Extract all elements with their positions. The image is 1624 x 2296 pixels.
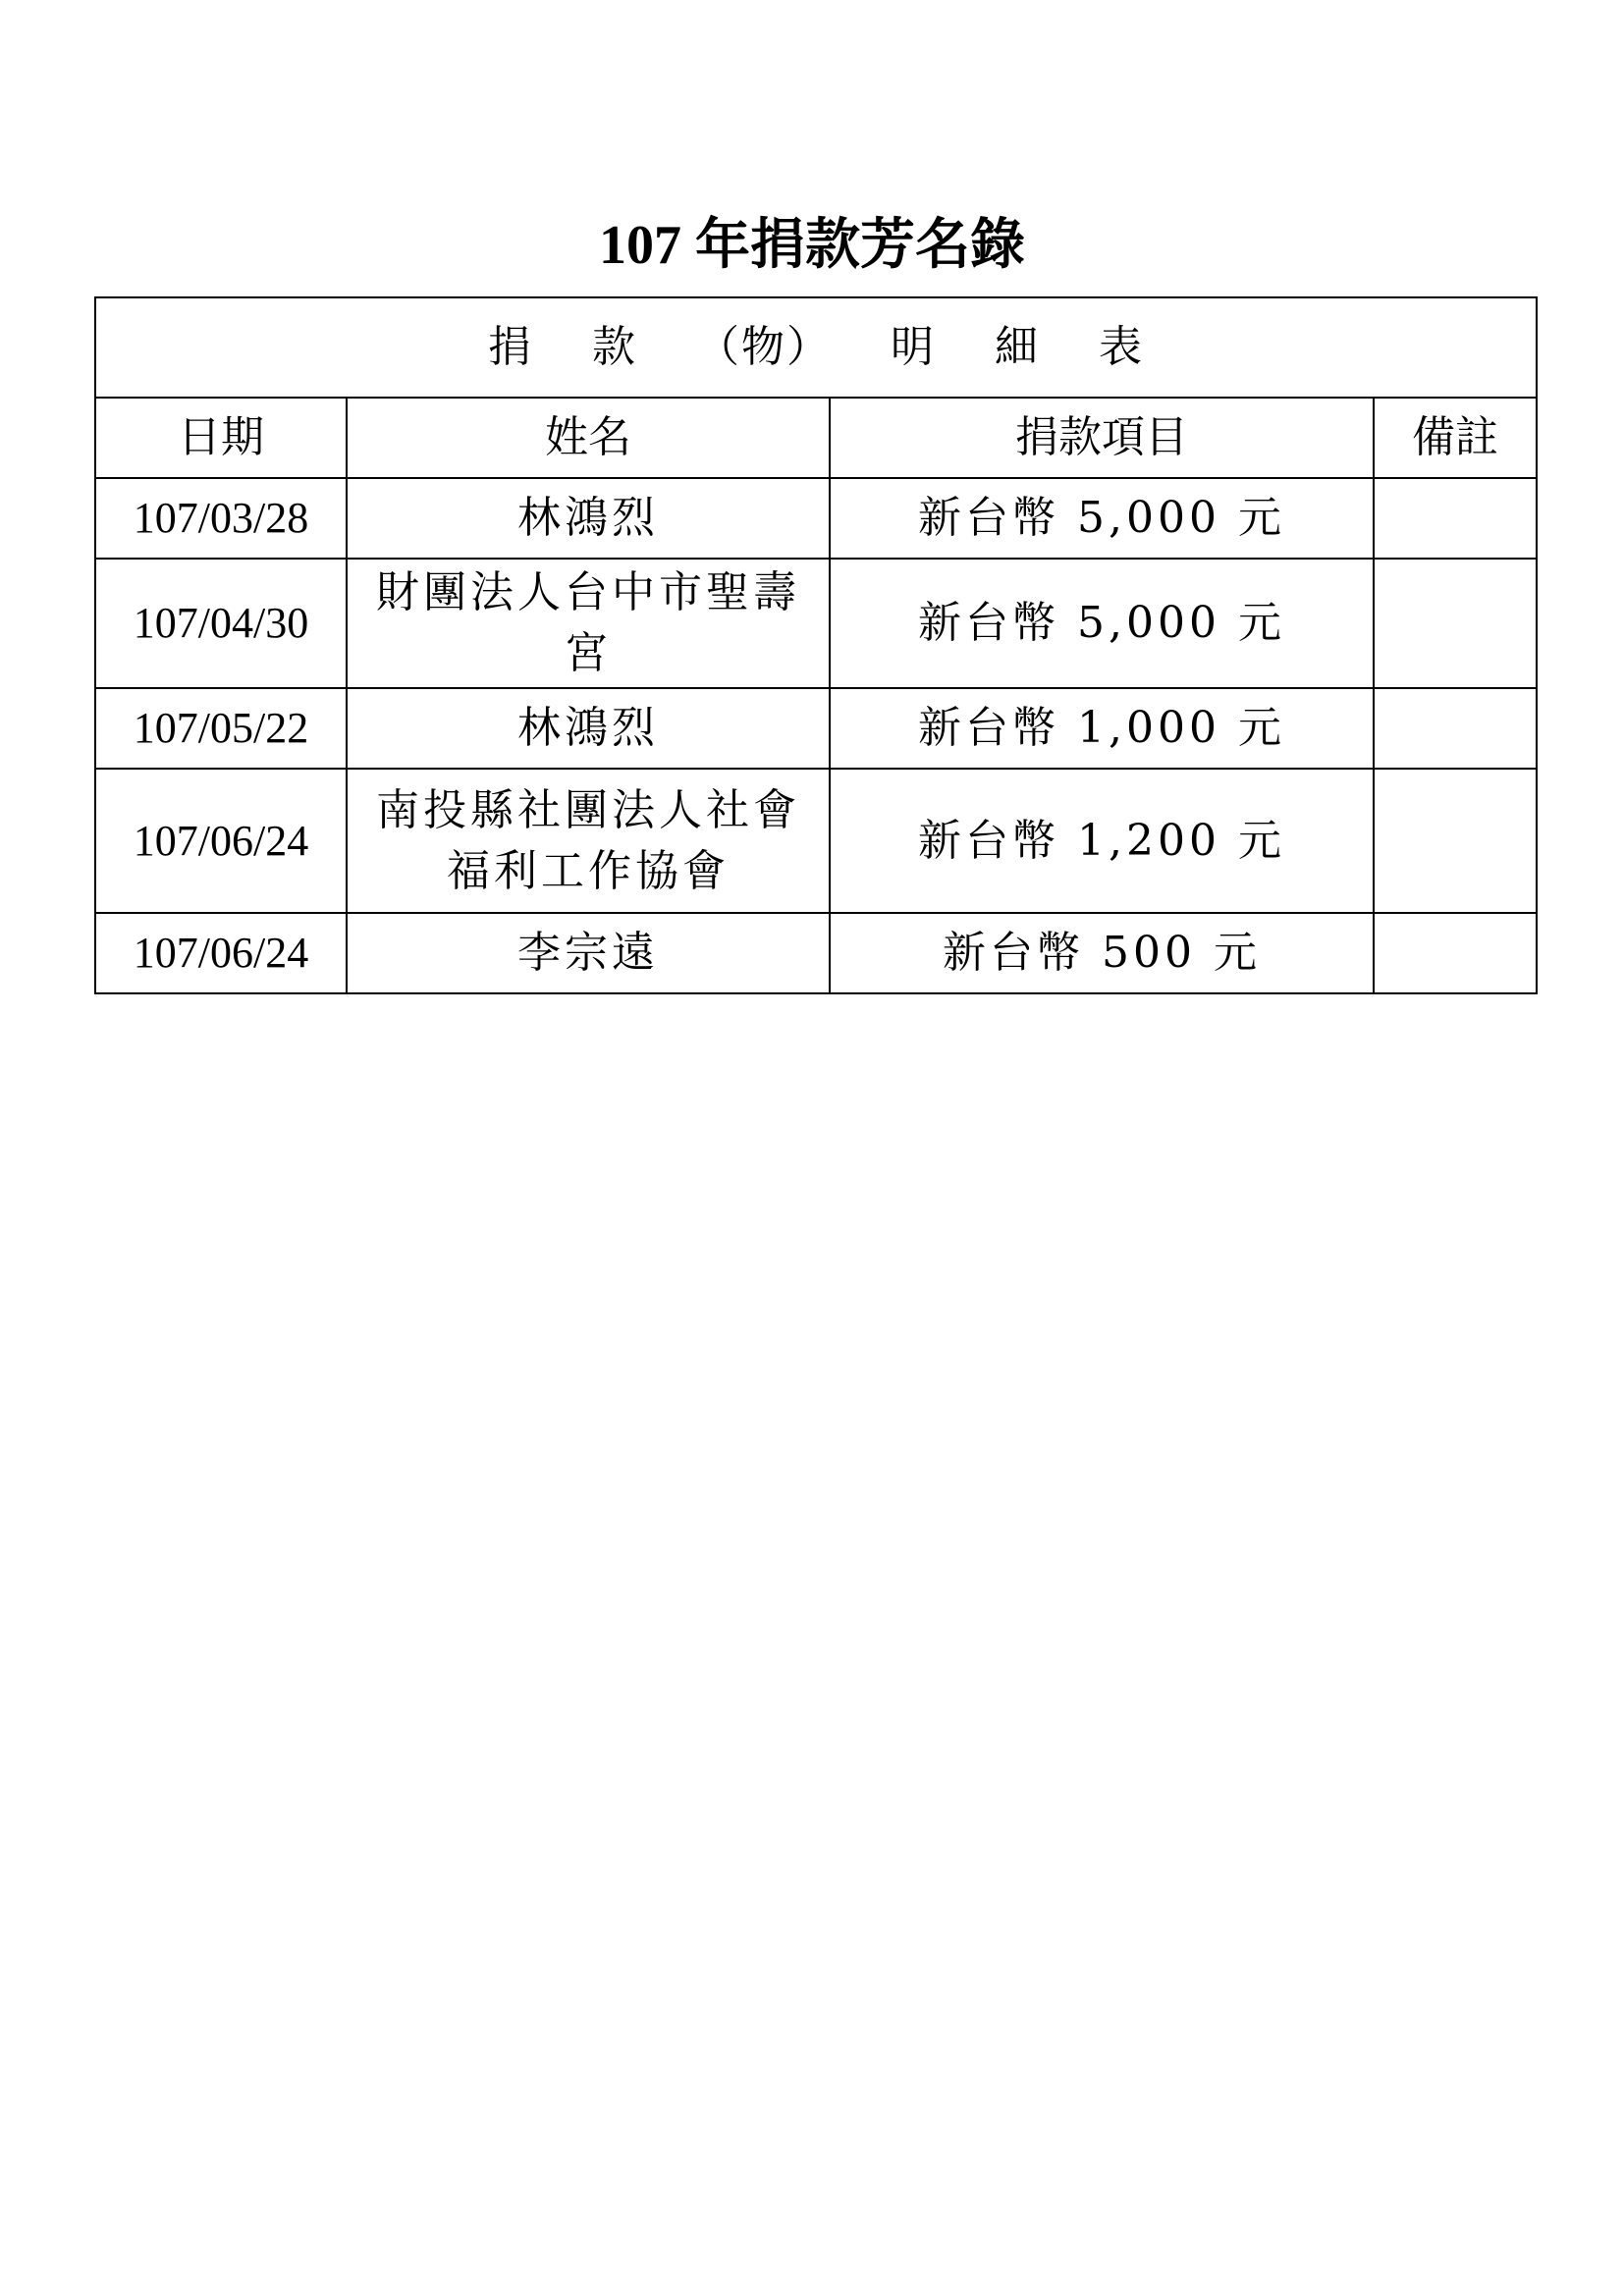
row-item: 新台幣 1,000 元 [830,688,1374,769]
row-item: 新台幣 500 元 [830,913,1374,993]
row-note [1374,478,1537,559]
row-date: 107/05/22 [95,688,347,769]
table-row [95,769,1537,913]
table-caption-row [95,297,1537,398]
document-title: 107 年捐款芳名錄 [599,215,1025,276]
row-name: 財團法人台中市聖壽宮 [347,559,830,688]
caption-char: 明 [891,322,936,372]
row-name: 李宗遠 [347,913,830,993]
caption-char: 捐 [488,322,533,372]
row-note [1374,769,1537,913]
row-date: 107/04/30 [95,559,347,688]
header-date: 日期 [95,398,347,478]
table-row [95,913,1537,993]
caption-char: 細 [995,322,1040,372]
row-date: 107/03/28 [95,478,347,559]
row-name: 林鴻烈 [347,688,830,769]
caption-char: 款 [592,322,637,372]
row-name: 南投縣社團法人社會福利工作協會 [347,769,830,913]
row-item: 新台幣 5,000 元 [830,478,1374,559]
row-item: 新台幣 1,200 元 [830,769,1374,913]
row-item: 新台幣 5,000 元 [830,559,1374,688]
row-date: 107/06/24 [95,769,347,913]
table-header-row [95,398,1537,478]
table-caption [95,297,1537,398]
header-note: 備註 [1374,398,1537,478]
row-note [1374,688,1537,769]
row-name: 林鴻烈 [347,478,830,559]
donation-table [94,296,1538,994]
header-name: 姓名 [347,398,830,478]
table-row [95,688,1537,769]
caption-char: 表 [1099,322,1144,372]
header-item: 捐款項目 [830,398,1374,478]
row-date: 107/06/24 [95,913,347,993]
row-note [1374,559,1537,688]
table-row [95,559,1537,688]
table-row [95,478,1537,559]
row-note [1374,913,1537,993]
caption-char: （物） [696,322,832,372]
